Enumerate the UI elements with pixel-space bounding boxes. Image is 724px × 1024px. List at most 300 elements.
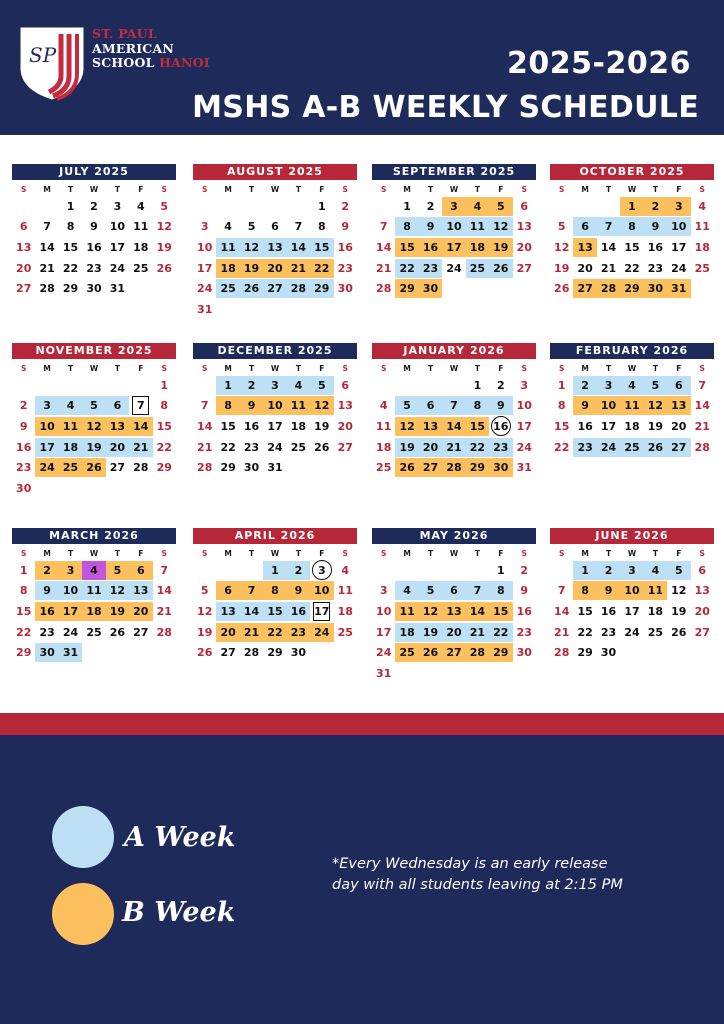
week-row [550, 258, 714, 279]
day-number: 2 [19, 399, 28, 413]
empty-cell [644, 643, 667, 662]
empty-cell [129, 376, 152, 395]
weekday-label: T [474, 548, 480, 558]
day-number: 25 [337, 625, 353, 639]
day-number: 26 [671, 625, 687, 639]
day-number: 2 [341, 199, 350, 213]
day-cell [597, 643, 620, 662]
day-number: 17 [671, 240, 687, 254]
empty-cell [240, 300, 263, 319]
day-number: 29 [314, 282, 330, 296]
weekday-header-row [12, 182, 176, 196]
day-number: 24 [267, 440, 283, 454]
day-number: 20 [133, 604, 149, 618]
day-cell [129, 458, 152, 477]
day-cell [334, 561, 357, 580]
day-number: 22 [220, 440, 236, 454]
day-cell [287, 217, 310, 236]
day-cell [106, 217, 129, 236]
day-number: 6 [224, 584, 232, 598]
day-number: 5 [200, 584, 209, 598]
day-cell [153, 376, 176, 395]
day-cell [489, 376, 512, 395]
day-number: 22 [62, 261, 79, 275]
day-cell [573, 438, 596, 457]
day-number: 27 [577, 282, 593, 296]
day-cell [513, 238, 536, 257]
day-cell [442, 217, 465, 236]
weekday-label: S [559, 548, 565, 558]
day-number: 8 [496, 584, 505, 598]
day-cell [287, 417, 310, 436]
day-number: 22 [267, 625, 283, 639]
day-number: 4 [403, 584, 411, 598]
day-number: 5 [557, 220, 566, 234]
day-number: 4 [90, 563, 98, 577]
weekday-label: M [581, 548, 589, 558]
day-cell [310, 623, 333, 642]
day-number: 10 [197, 240, 213, 254]
day-cell [240, 279, 263, 298]
day-number: 3 [317, 563, 326, 577]
week-row [550, 416, 714, 437]
day-cell [193, 259, 216, 278]
weekday-header-row [193, 361, 357, 375]
day-cell [667, 581, 690, 600]
day-number: 8 [224, 399, 232, 413]
weekday-label: M [43, 363, 51, 373]
week-row [372, 278, 536, 299]
day-cell [644, 561, 667, 580]
day-cell [489, 458, 512, 477]
day-number: 8 [19, 584, 28, 598]
day-cell [644, 217, 667, 236]
day-cell [691, 438, 714, 457]
day-number: 3 [43, 399, 51, 413]
week-row [372, 601, 536, 622]
day-number: 26 [243, 282, 260, 296]
weekday-label: T [295, 363, 301, 373]
day-number: 2 [426, 199, 435, 213]
weekday-header-row [550, 361, 714, 375]
day-number: 11 [220, 240, 236, 254]
day-cell [240, 238, 263, 257]
day-cell [419, 197, 442, 216]
empty-cell [153, 279, 176, 298]
day-number: 11 [647, 584, 664, 598]
day-number: 10 [624, 584, 640, 598]
day-cell [35, 458, 58, 477]
day-cell [620, 197, 643, 216]
week-row [550, 217, 714, 238]
day-cell [82, 438, 105, 457]
empty-cell [620, 643, 643, 662]
weekday-label: F [498, 184, 504, 194]
day-cell [129, 561, 152, 580]
empty-cell [129, 643, 152, 662]
week-row [550, 196, 714, 217]
day-cell [59, 259, 82, 278]
day-cell [193, 417, 216, 436]
day-cell [334, 581, 357, 600]
day-number: 4 [224, 220, 232, 234]
day-cell [12, 279, 35, 298]
weekday-label: W [270, 184, 280, 194]
weekday-label: S [202, 363, 208, 373]
day-number: 14 [290, 240, 307, 254]
day-cell [129, 438, 152, 457]
day-cell [193, 643, 216, 662]
empty-cell [395, 664, 418, 683]
day-cell [372, 396, 395, 415]
day-number: 28 [133, 461, 149, 475]
day-number: 5 [317, 378, 326, 392]
day-number: 11 [624, 399, 640, 413]
day-cell [287, 602, 310, 621]
day-number: 5 [426, 584, 435, 598]
weekday-header-row [193, 546, 357, 560]
day-cell [193, 458, 216, 477]
month-header: JUNE 2026 [550, 528, 714, 544]
day-cell [106, 602, 129, 621]
day-cell [395, 396, 418, 415]
early-release-note [332, 854, 692, 896]
day-cell [193, 602, 216, 621]
day-cell [310, 417, 333, 436]
weekday-label: S [342, 184, 348, 194]
day-cell [620, 438, 643, 457]
empty-cell [193, 197, 216, 216]
day-number: 30 [337, 282, 353, 296]
empty-cell [129, 479, 152, 498]
day-number: 15 [493, 604, 509, 618]
weekday-label: F [498, 363, 504, 373]
week-row [550, 642, 714, 663]
day-cell [12, 643, 35, 662]
day-cell [12, 458, 35, 477]
empty-cell [216, 300, 239, 319]
day-cell [216, 643, 239, 662]
empty-cell [667, 643, 690, 662]
day-number: 6 [113, 399, 122, 413]
day-cell [442, 602, 465, 621]
day-cell [442, 581, 465, 600]
day-cell [153, 396, 176, 415]
day-cell [620, 417, 643, 436]
day-number: 26 [422, 646, 439, 660]
day-number: 6 [19, 220, 28, 234]
day-number: 18 [62, 440, 79, 454]
day-cell [667, 376, 690, 395]
day-number: 3 [379, 584, 388, 598]
day-number: 26 [197, 646, 213, 660]
day-number: 18 [86, 604, 102, 618]
day-cell [442, 623, 465, 642]
day-cell [597, 561, 620, 580]
day-number: 12 [671, 584, 687, 598]
day-cell [667, 396, 690, 415]
empty-cell [597, 197, 620, 216]
day-number: 16 [39, 604, 55, 618]
empty-cell [287, 458, 310, 477]
day-cell [59, 643, 82, 662]
weekday-label: F [498, 548, 504, 558]
day-number: 30 [600, 646, 617, 660]
day-number: 4 [628, 378, 636, 392]
day-cell [263, 376, 286, 395]
week-row [193, 396, 357, 417]
divider-band [0, 713, 724, 735]
school-name-line2: AMERICAN [92, 40, 174, 56]
day-cell [550, 217, 573, 236]
day-cell [466, 396, 489, 415]
day-number: 19 [493, 240, 509, 254]
day-cell [395, 238, 418, 257]
day-cell [59, 279, 82, 298]
day-number: 6 [520, 199, 529, 213]
day-cell [263, 238, 286, 257]
day-number: 20 [220, 625, 236, 639]
day-number: 22 [399, 261, 415, 275]
day-number: 19 [314, 419, 330, 433]
month-december-2025 [193, 343, 357, 478]
day-cell [667, 561, 690, 580]
day-cell [263, 438, 286, 457]
day-cell [489, 581, 512, 600]
day-number: 21 [243, 625, 260, 639]
day-cell [82, 458, 105, 477]
day-number: 2 [604, 563, 613, 577]
weekday-label: F [138, 363, 144, 373]
day-cell [35, 279, 58, 298]
week-row [12, 396, 176, 417]
week-row [372, 437, 536, 458]
day-cell [334, 197, 357, 216]
day-cell [263, 217, 286, 236]
day-number: 15 [267, 604, 283, 618]
empty-cell [310, 300, 333, 319]
day-cell [153, 458, 176, 477]
empty-cell [82, 643, 105, 662]
day-cell [419, 259, 442, 278]
day-cell [489, 602, 512, 621]
day-number: 11 [399, 604, 415, 618]
empty-cell [489, 664, 512, 683]
weekday-label: F [676, 548, 682, 558]
day-number: 12 [314, 399, 330, 413]
day-number: 3 [271, 378, 279, 392]
day-number: 12 [399, 419, 415, 433]
weekday-label: T [427, 363, 434, 373]
day-cell [240, 259, 263, 278]
day-cell [193, 438, 216, 457]
day-cell [667, 279, 690, 298]
day-cell [12, 217, 35, 236]
day-number: 4 [379, 399, 388, 413]
day-number: 5 [90, 399, 98, 413]
day-number: 17 [109, 240, 126, 254]
day-number: 30 [422, 282, 439, 296]
day-number: 9 [19, 419, 28, 433]
day-cell [644, 376, 667, 395]
day-cell [287, 376, 310, 395]
day-number: 16 [647, 240, 664, 254]
day-cell [240, 217, 263, 236]
day-cell [419, 279, 442, 298]
day-cell [82, 417, 105, 436]
day-number: 16 [243, 419, 260, 433]
day-cell [59, 602, 82, 621]
title-year: 2025-2026 [507, 46, 691, 81]
day-cell [287, 561, 310, 580]
day-number: 10 [314, 584, 330, 598]
empty-cell [419, 664, 442, 683]
day-number: 2 [43, 563, 51, 577]
empty-cell [216, 197, 239, 216]
day-number: 15 [399, 240, 415, 254]
day-number: 21 [469, 625, 486, 639]
day-cell [106, 581, 129, 600]
day-cell [513, 581, 536, 600]
day-number: 9 [604, 584, 613, 598]
day-number: 21 [133, 440, 149, 454]
day-number: 20 [577, 261, 593, 275]
weekday-label: M [403, 363, 411, 373]
day-number: 29 [624, 282, 640, 296]
empty-cell [419, 561, 442, 580]
day-cell [129, 217, 152, 236]
day-cell [12, 479, 35, 498]
weekday-label: S [161, 184, 167, 194]
day-cell [419, 602, 442, 621]
empty-cell [442, 664, 465, 683]
day-number: 21 [197, 440, 213, 454]
day-cell [153, 217, 176, 236]
school-name-line3: SCHOOL [92, 55, 160, 70]
empty-cell [35, 197, 58, 216]
day-number: 1 [271, 563, 279, 577]
day-cell [263, 623, 286, 642]
day-number: 14 [243, 604, 260, 618]
empty-cell [466, 561, 489, 580]
week-row [372, 581, 536, 602]
day-number: 19 [647, 419, 664, 433]
weekday-label: M [581, 363, 589, 373]
weekday-label: F [676, 363, 682, 373]
day-number: 18 [399, 625, 415, 639]
day-cell [442, 458, 465, 477]
day-number: 19 [554, 261, 570, 275]
day-cell [59, 438, 82, 457]
day-cell [263, 417, 286, 436]
day-cell [372, 664, 395, 683]
day-cell [216, 376, 239, 395]
weekday-label: M [224, 548, 232, 558]
day-number: 13 [267, 240, 283, 254]
month-august-2025 [193, 164, 357, 320]
day-number: 21 [376, 261, 392, 275]
day-number: 6 [698, 563, 707, 577]
day-number: 20 [516, 240, 532, 254]
day-cell [310, 197, 333, 216]
day-cell [513, 396, 536, 415]
day-number: 19 [422, 625, 439, 639]
day-cell [513, 602, 536, 621]
week-row [12, 437, 176, 458]
day-number: 26 [86, 461, 102, 475]
day-number: 17 [314, 604, 330, 618]
day-number: 22 [554, 440, 570, 454]
weekday-header-row [372, 546, 536, 560]
day-number: 28 [39, 282, 55, 296]
day-number: 22 [156, 440, 172, 454]
week-row [372, 416, 536, 437]
day-number: 13 [446, 604, 462, 618]
day-cell [35, 438, 58, 457]
day-cell [59, 396, 82, 415]
day-number: 5 [113, 563, 122, 577]
day-cell [372, 643, 395, 662]
day-number: 19 [399, 440, 415, 454]
week-row [193, 457, 357, 478]
day-cell [513, 197, 536, 216]
month-header: NOVEMBER 2025 [12, 343, 176, 359]
day-number: 5 [160, 199, 169, 213]
day-number: 10 [39, 419, 55, 433]
day-cell [35, 396, 58, 415]
weekday-label: T [114, 184, 120, 194]
day-number: 18 [220, 261, 236, 275]
day-cell [395, 623, 418, 642]
day-number: 14 [376, 240, 392, 254]
day-number: 6 [450, 584, 458, 598]
day-cell [466, 581, 489, 600]
day-number: 26 [493, 261, 509, 275]
day-number: 30 [493, 461, 509, 475]
day-number: 17 [446, 240, 462, 254]
day-cell [419, 623, 442, 642]
day-cell [513, 438, 536, 457]
day-number: 1 [66, 199, 75, 213]
day-number: 11 [694, 220, 710, 234]
day-number: 20 [267, 261, 283, 275]
day-number: 10 [600, 399, 617, 413]
weekday-label: T [248, 363, 255, 373]
day-cell [395, 602, 418, 621]
day-number: 20 [671, 419, 687, 433]
day-number: 7 [557, 584, 566, 598]
day-number: 18 [694, 240, 710, 254]
month-header: SEPTEMBER 2025 [372, 164, 536, 180]
day-cell [263, 259, 286, 278]
empty-cell [82, 376, 105, 395]
day-number: 2 [90, 199, 98, 213]
day-number: 13 [694, 584, 710, 598]
day-number: 1 [496, 563, 505, 577]
day-number: 13 [671, 399, 687, 413]
day-number: 29 [267, 646, 283, 660]
day-number: 12 [422, 604, 439, 618]
day-cell [287, 643, 310, 662]
empty-cell [550, 561, 573, 580]
day-number: 9 [294, 584, 303, 598]
day-number: 8 [317, 220, 326, 234]
day-cell [550, 438, 573, 457]
day-number: 5 [674, 563, 683, 577]
day-cell [620, 238, 643, 257]
day-cell [395, 581, 418, 600]
empty-cell [106, 479, 129, 498]
